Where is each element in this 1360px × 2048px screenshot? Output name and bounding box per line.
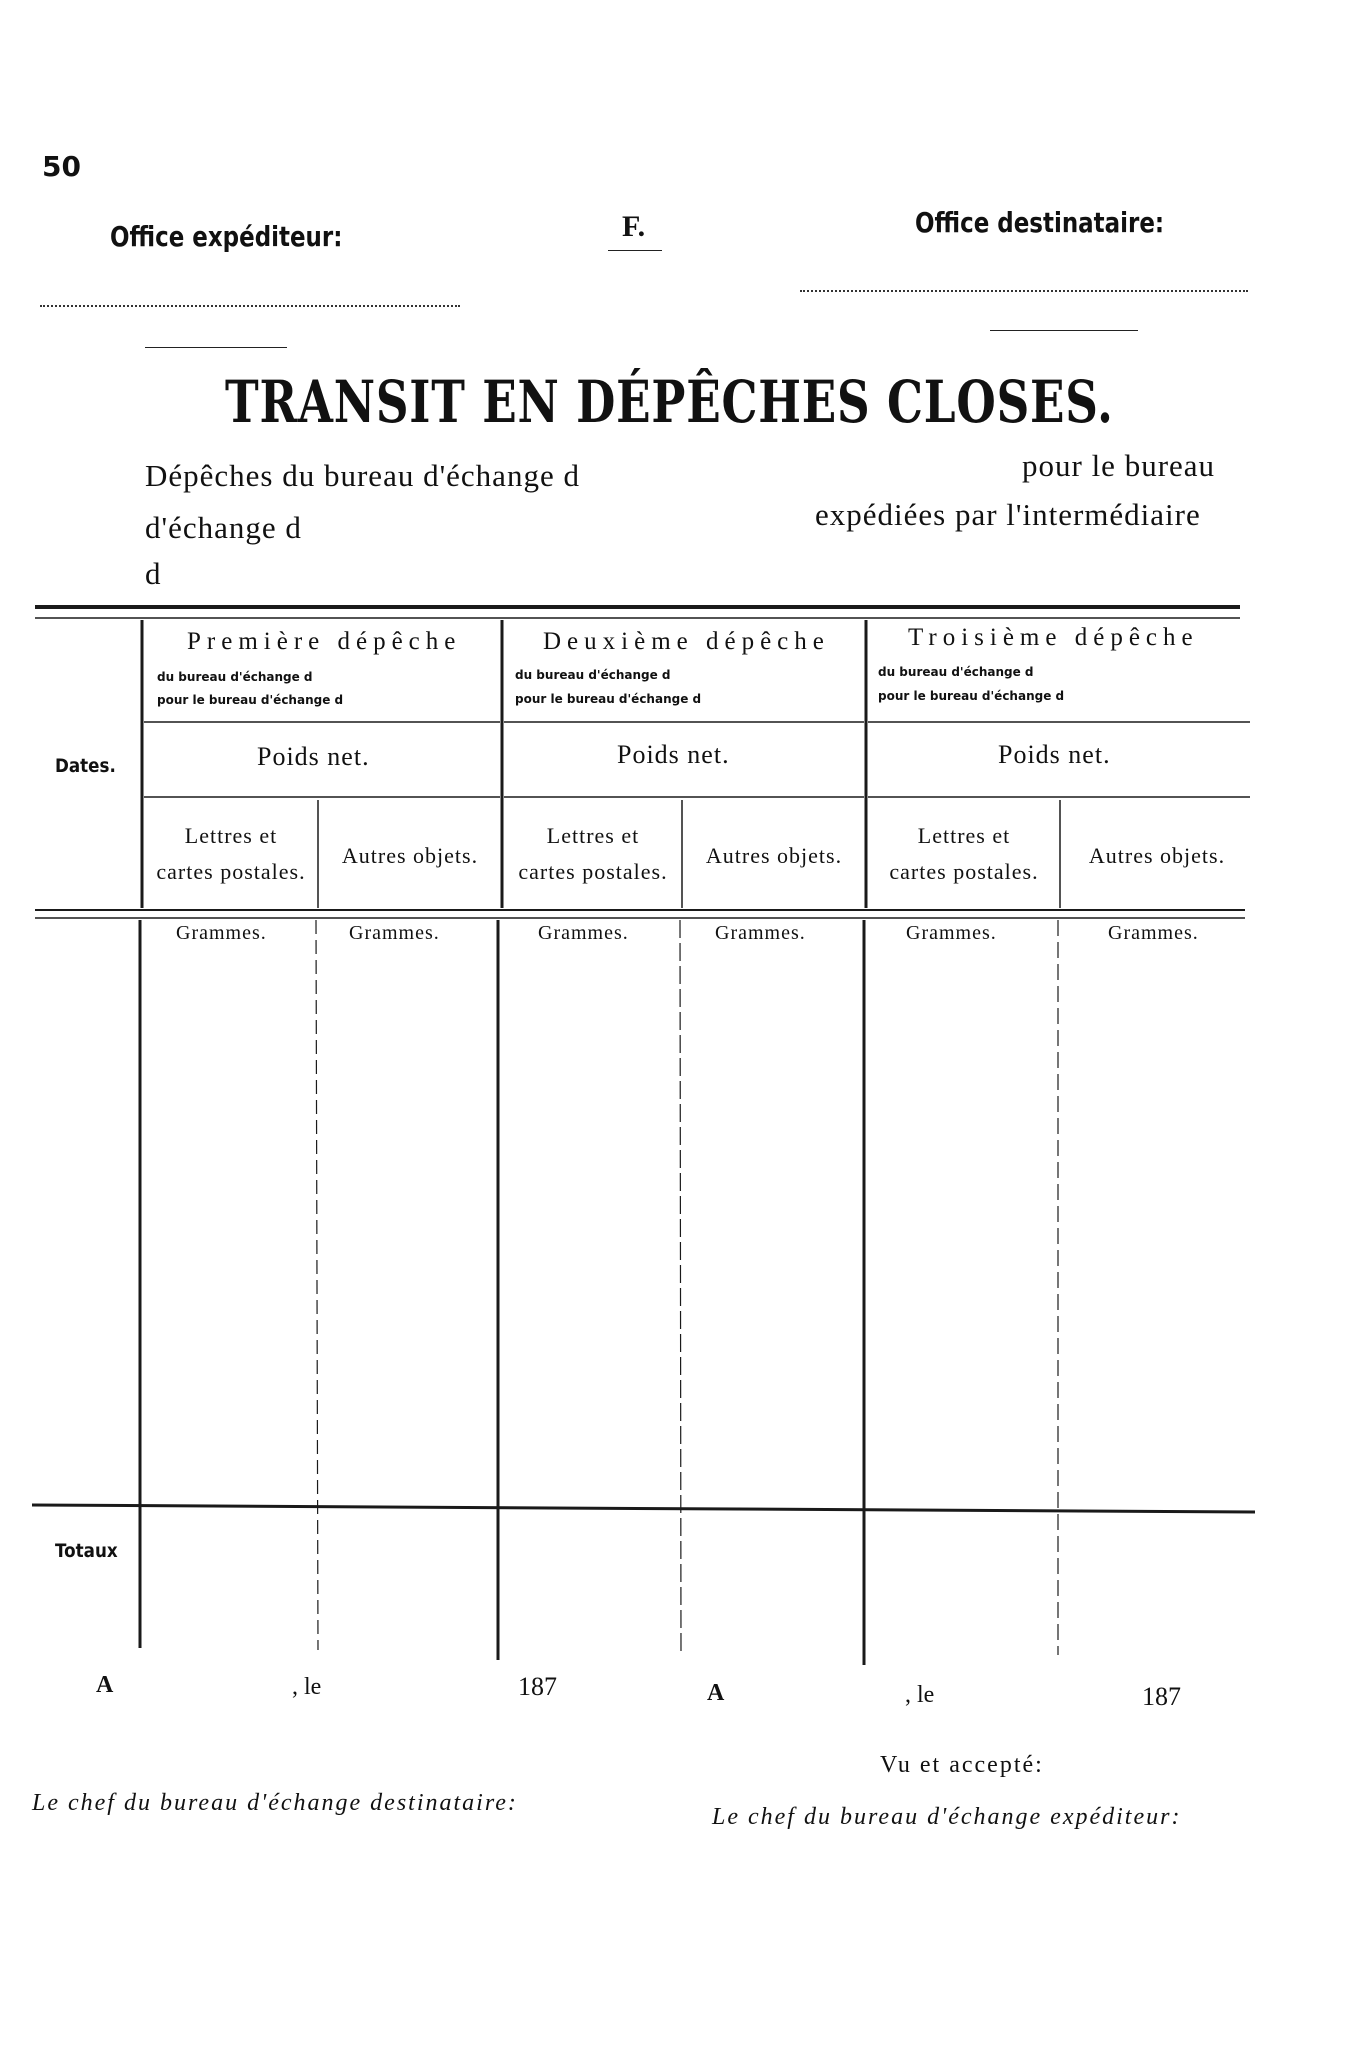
unit-col3a: Grammes. [906,922,997,944]
col2-line-a: du bureau d'échange d [515,668,671,682]
left-place-label: A [96,1672,114,1698]
col3-heading: Troisième dépêche [908,624,1199,651]
unit-col1b: Grammes. [349,922,440,944]
col1-line-b: pour le bureau d'échange d [157,693,344,707]
col3-line-b: pour le bureau d'échange d [878,689,1065,703]
subtitle-line1-left: Dépêches du bureau d'échange d [145,458,580,493]
document-title: TRANSIT EN DÉPÊCHES CLOSES. [225,368,1114,436]
letters-line-2: cartes postales. [518,859,668,884]
col1-other-label: Autres objets. [341,843,479,868]
right-place-label: A [707,1680,725,1706]
col2-heading: Deuxième dépêche [543,628,830,655]
unit-col2a: Grammes. [538,922,629,944]
subtitle-line1-right: pour le bureau [1022,448,1216,483]
letters-line-2: cartes postales. [889,859,1039,884]
totals-label: Totaux [55,1540,118,1562]
form-letter: F. [622,210,646,243]
col2-other-label: Autres objets. [705,843,843,868]
page-number: 50 [42,150,81,183]
col1-poids-net: Poids net. [257,742,370,771]
col1-heading: Première dépêche [187,628,462,655]
letters-line-1: Lettres et [184,823,278,848]
col3-letters-label [868,818,1060,890]
unit-col1a: Grammes. [176,922,267,944]
subtitle-line2-left: d'échange d [145,510,302,545]
unit-col3b: Grammes. [1108,922,1199,944]
col3-line-a: du bureau d'échange d [878,665,1034,679]
col1-letters-label [144,818,318,890]
dates-label: Dates. [55,755,116,777]
subtitle-line3-left: d [145,556,162,591]
left-le-label: , le [292,1674,322,1700]
col2-poids-net: Poids net. [617,740,730,769]
letters-line-2: cartes postales. [156,859,306,884]
subtitle-line2-right: expédiées par l'intermédiaire [815,497,1201,532]
col3-other-label: Autres objets. [1088,843,1226,868]
right-signatory: Le chef du bureau d'échange expéditeur: [712,1804,1182,1830]
office-sender-label: Office expéditeur: [110,220,343,253]
col3-poids-net: Poids net. [998,740,1111,769]
col1-line-a: du bureau d'échange d [157,670,313,684]
col2-line-b: pour le bureau d'échange d [515,692,702,706]
left-year-label: 187 [518,1672,557,1701]
unit-col2b: Grammes. [715,922,806,944]
accepted-label: Vu et accepté: [880,1752,1044,1778]
letters-line-1: Lettres et [917,823,1011,848]
left-signatory: Le chef du bureau d'échange destinataire: [32,1790,518,1816]
col2-letters-label [504,818,682,890]
letters-line-1: Lettres et [546,823,640,848]
right-year-label: 187 [1142,1682,1181,1711]
right-le-label: , le [905,1682,935,1708]
office-recipient-label: Office destinataire: [915,206,1165,239]
